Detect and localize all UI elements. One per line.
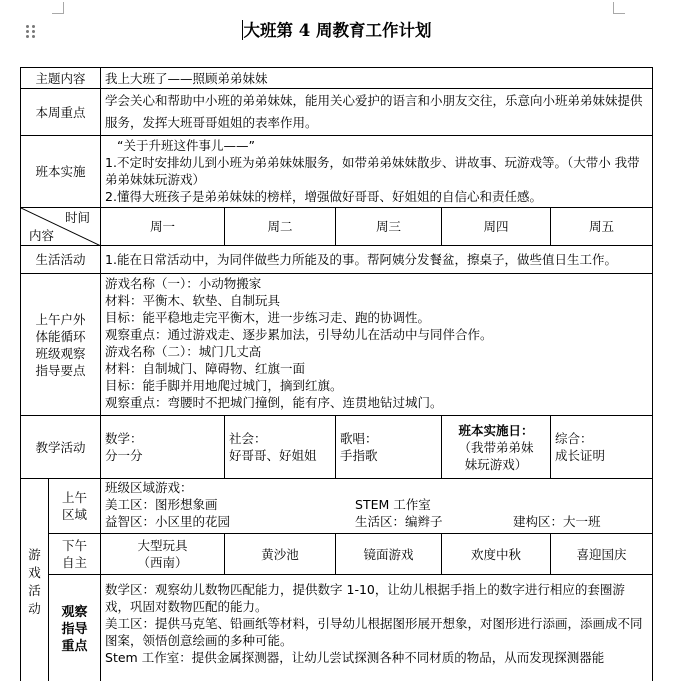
header-time: 时间 <box>65 210 91 225</box>
observe-line: 数学区：观察幼儿数物匹配能力，提供数字 1-10，让幼儿根据手指上的数字进行相应的套圈游戏，巩固对数物匹配的能力。 <box>105 582 625 614</box>
row-theme <box>21 68 653 89</box>
row-class-impl <box>21 136 653 208</box>
row-header <box>21 208 653 246</box>
label-observe: 观察 指导 重点 <box>49 575 101 681</box>
label-class-impl: 班本实施 <box>21 136 101 208</box>
header-monday: 周一 <box>101 208 225 246</box>
row-focus <box>21 89 653 136</box>
header-tuesday: 周二 <box>225 208 336 246</box>
afternoon-thursday[interactable]: 欢度中秋 <box>442 534 551 575</box>
class-impl-item-2: 2.懂得大班孩子是弟弟妹妹的榜样，增强做好哥哥、好姐姐的自信心和责任感。 <box>105 189 542 204</box>
row-teaching <box>21 416 653 479</box>
outdoor-line: 游戏名称（一）：小动物搬家 <box>105 276 262 291</box>
value-life[interactable]: 1.能在日常活动中，为同伴做些力所能及的事。帮阿姨分发餐盆，擦桌子，做些值日生工作。 <box>101 246 653 274</box>
weekly-plan-table <box>20 67 653 681</box>
outdoor-line: 目标：能平稳地走完平衡木，进一步练习走、跑的协调性。 <box>105 310 431 325</box>
outdoor-line: 游戏名称（二）：城门几丈高 <box>105 344 262 359</box>
value-theme[interactable]: 我上大班了——照顾弟弟妹妹 <box>101 68 653 89</box>
page-margin-corner-right <box>613 2 625 14</box>
afternoon-monday[interactable]: 大型玩具 （西南） <box>101 534 225 575</box>
afternoon-friday[interactable]: 喜迎国庆 <box>551 534 653 575</box>
value-class-impl[interactable] <box>101 136 653 208</box>
label-teaching: 教学活动 <box>21 416 101 479</box>
morning-area-row-1: 美工区：图形想象画 STEM 工作室 <box>105 497 431 512</box>
outdoor-line: 材料：平衡木、软垫、自制玩具 <box>105 293 281 308</box>
teaching-friday[interactable]: 综合： 成长证明 <box>551 416 653 479</box>
teaching-thursday[interactable]: 班本实施日： （我带弟弟妹 妹玩游戏） <box>442 416 551 479</box>
morning-area-row-2: 益智区：小区里的花园 生活区：编辫子 建构区：大一班 <box>105 514 601 529</box>
outdoor-line: 材料：自制城门、障碍物、红旗一面 <box>105 361 306 376</box>
header-content: 内容 <box>29 228 55 243</box>
label-theme: 主题内容 <box>21 68 101 89</box>
afternoon-wednesday[interactable]: 镜面游戏 <box>336 534 442 575</box>
document-title[interactable]: 大班第 4 周教育工作计划 <box>243 21 432 40</box>
header-wednesday: 周三 <box>336 208 442 246</box>
outdoor-line: 观察重点：通过游戏走、逐步累加法，引导幼儿在活动中与同伴合作。 <box>105 327 493 342</box>
row-life <box>21 246 653 274</box>
header-thursday: 周四 <box>442 208 551 246</box>
label-focus: 本周重点 <box>21 89 101 136</box>
page-margin-corner-left <box>52 2 64 14</box>
label-outdoor: 上午户外 体能循环 班级观察 指导要点 <box>21 274 101 416</box>
class-impl-heading: “关于升班这件事儿——” <box>117 138 255 153</box>
teaching-wednesday[interactable]: 歌唱： 手指歌 <box>336 416 442 479</box>
morning-area-title: 班级区域游戏： <box>105 480 193 495</box>
outdoor-line: 目标：能手脚并用地爬过城门，摘到红旗。 <box>105 378 343 393</box>
label-morning-area: 上午 区域 <box>49 479 101 534</box>
afternoon-tuesday[interactable]: 黄沙池 <box>225 534 336 575</box>
observe-line: 美工区：提供马克笔、铅画纸等材料，引导幼儿根据图形展开想象，对图形进行添画，添画成不同图案，领悟创意绘画的多种可能。 <box>105 616 643 648</box>
class-impl-item-1: 1.不定时安排幼儿到小班为弟弟妹妹服务，如带弟弟妹妹散步、讲故事、玩游戏等。（大带小 我带弟弟妹妹玩游戏） <box>105 155 640 187</box>
label-games: 游 戏 活 动 <box>21 479 49 681</box>
teaching-monday[interactable]: 数学： 分一分 <box>101 416 225 479</box>
label-afternoon-free: 下午 自主 <box>49 534 101 575</box>
row-games-morning <box>21 479 653 534</box>
value-outdoor[interactable] <box>101 274 653 416</box>
value-observe[interactable] <box>101 575 653 681</box>
outdoor-line: 观察重点：弯腰时不把城门撞倒，能有序、连贯地钻过城门。 <box>105 395 443 410</box>
text-cursor <box>242 20 243 40</box>
observe-line: Stem 工作室：提供金属探测器，让幼儿尝试探测各种不同材质的物品，从而发现探测器能 <box>105 650 605 665</box>
label-life: 生活活动 <box>21 246 101 274</box>
teaching-tuesday[interactable]: 社会： 好哥哥、好姐姐 <box>225 416 336 479</box>
row-games-afternoon <box>21 534 653 575</box>
row-games-observe <box>21 575 653 681</box>
value-morning-area[interactable] <box>101 479 653 534</box>
row-outdoor <box>21 274 653 416</box>
header-diagonal-cell <box>21 208 101 246</box>
header-friday: 周五 <box>551 208 653 246</box>
value-focus[interactable]: 学会关心和帮助中小班的弟弟妹妹，能用关心爱护的语言和小朋友交往，乐意向小班弟弟妹妹提供服务，发挥大班哥哥姐姐的表率作用。 <box>101 89 653 136</box>
